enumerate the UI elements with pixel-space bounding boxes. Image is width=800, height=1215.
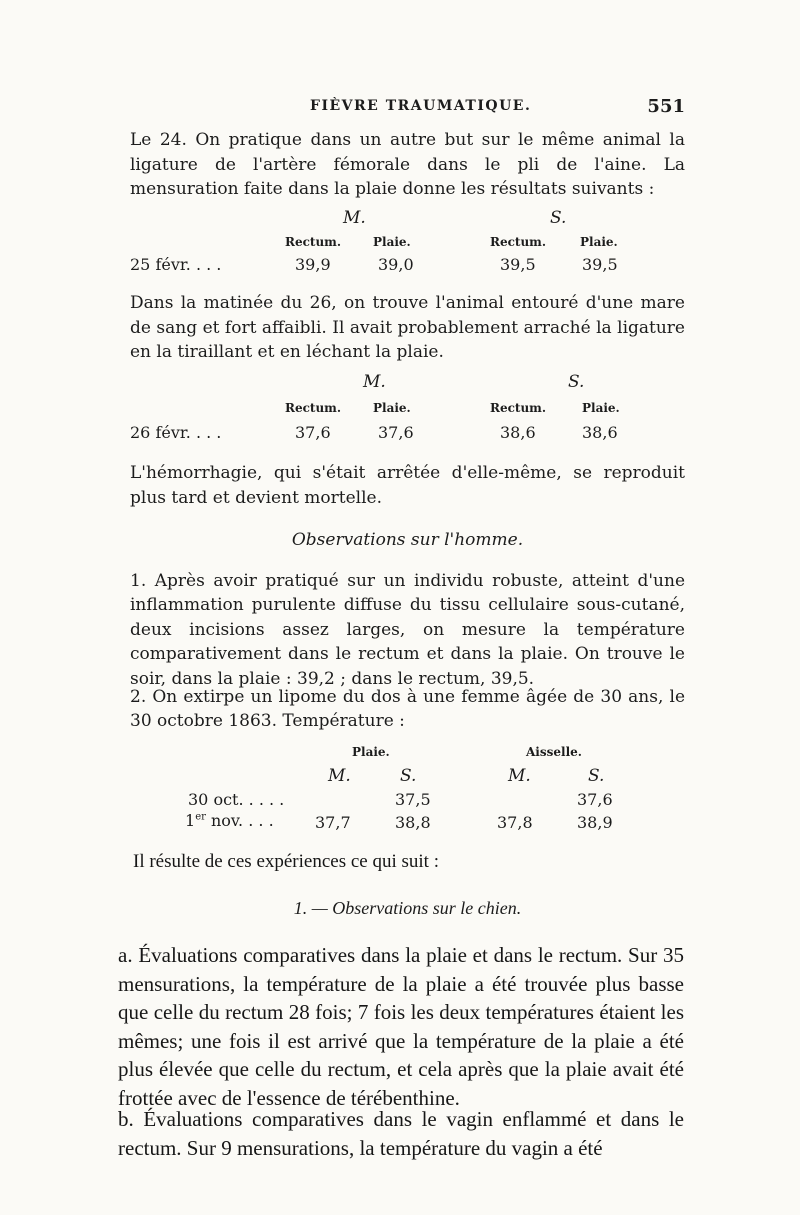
col-label: Plaie. [373, 235, 411, 249]
row-date: 25 févr. . . . [130, 255, 222, 274]
value-cell: 38,9 [577, 813, 613, 832]
value-cell: 38,6 [582, 423, 618, 442]
section-title: Observations sur l'homme. [291, 530, 524, 550]
date-superscript: er [195, 811, 206, 823]
value-cell: 37,6 [378, 423, 414, 442]
sub-label: M. [328, 766, 351, 786]
paragraph-observation-1: 1. Après avoir pratiqué sur un individu robuste, atteint d'une inflammation purulente diffuse du tissu cellulaire sous-cutané, deux incisions assez larges, on mesure la température comparativement dans le rectum et dans la plaie. On trouve le soir, dans la plaie : 39,2 ; dans le rectum, 39,5. [130, 571, 685, 689]
group-header-m: M. [363, 372, 386, 392]
col-label: Rectum. [490, 235, 547, 249]
col-label: Rectum. [285, 401, 342, 415]
date-month: nov. . . . [205, 811, 274, 830]
col-label: Plaie. [582, 401, 620, 415]
col-label: Rectum. [490, 401, 547, 415]
value-cell: 39,9 [295, 255, 331, 274]
value-cell: 37,8 [497, 813, 533, 832]
paragraph-observation-2: 2. On extirpe un lipome du dos à une femme âgée de 30 ans, le 30 octobre 1863. Température : [130, 687, 685, 732]
value-cell: 39,5 [582, 255, 618, 274]
group-header-s: S. [568, 372, 585, 392]
row-date: 26 févr. . . . [130, 423, 222, 442]
page-number: 551 [647, 96, 685, 117]
paragraph-a: a. Évaluations comparatives dans la plaie et dans le rectum. Sur 35 mensurations, la température de la plaie a été trouvée plus basse que celle du rectum 28 fois; 7 fois les deux températures étaient les mêmes; une fois il est arrivé que la température de la plaie a été plus élevée que celle du rectum, et cela après que la plaie avait été frottée avec de l'essence de térébenthine. [118, 943, 684, 1110]
group-header-aisselle: Aisselle. [526, 745, 582, 759]
value-cell: 37,6 [577, 790, 613, 809]
subsection-title: 1. — Observations sur le chien. [293, 898, 522, 918]
value-cell: 38,6 [500, 423, 536, 442]
value-cell: 39,0 [378, 255, 414, 274]
value-cell: 38,8 [395, 813, 431, 832]
group-header-s: S. [550, 208, 567, 228]
sub-label: S. [400, 766, 417, 786]
paragraph-b: b. Évaluations comparatives dans le vagin enflammé et dans le rectum. Sur 9 mensurations, la température du vagin a été [118, 1107, 684, 1160]
row-date: 30 oct. . . . . [188, 790, 285, 809]
running-title: FIÈVRE TRAUMATIQUE. [310, 98, 532, 114]
table-lipoma [130, 745, 685, 835]
row-date [185, 811, 274, 830]
conclusion-line: Il résulte de ces expériences ce qui suit : [133, 851, 439, 872]
value-cell: 39,5 [500, 255, 536, 274]
table-feb-25 [130, 208, 685, 288]
paragraph-morning: Dans la matinée du 26, on trouve l'animal entouré d'une mare de sang et fort affaibli. Il avait probablement arraché la ligature en la tiraillant et en léchant la plaie. [130, 293, 685, 363]
value-cell: 37,5 [395, 790, 431, 809]
group-header-m: M. [343, 208, 366, 228]
page-header [130, 98, 685, 122]
date-day: 1 [185, 811, 196, 830]
paragraph-ligature: Le 24. On pratique dans un autre but sur le même animal la ligature de l'artère fémorale dans le pli de l'aine. La mensuration faite dans la plaie donne les résultats suivants : [130, 130, 685, 200]
sub-label: M. [508, 766, 531, 786]
col-label: Rectum. [285, 235, 342, 249]
col-label: Plaie. [580, 235, 618, 249]
paragraph-hemorrhage: L'hémorrhagie, qui s'était arrêtée d'elle-même, se reproduit plus tard et devient mortelle. [130, 463, 685, 508]
col-label: Plaie. [373, 401, 411, 415]
table-feb-26 [130, 372, 685, 452]
group-header-plaie: Plaie. [352, 745, 390, 759]
sub-label: S. [588, 766, 605, 786]
value-cell: 37,6 [295, 423, 331, 442]
value-cell: 37,7 [315, 813, 351, 832]
